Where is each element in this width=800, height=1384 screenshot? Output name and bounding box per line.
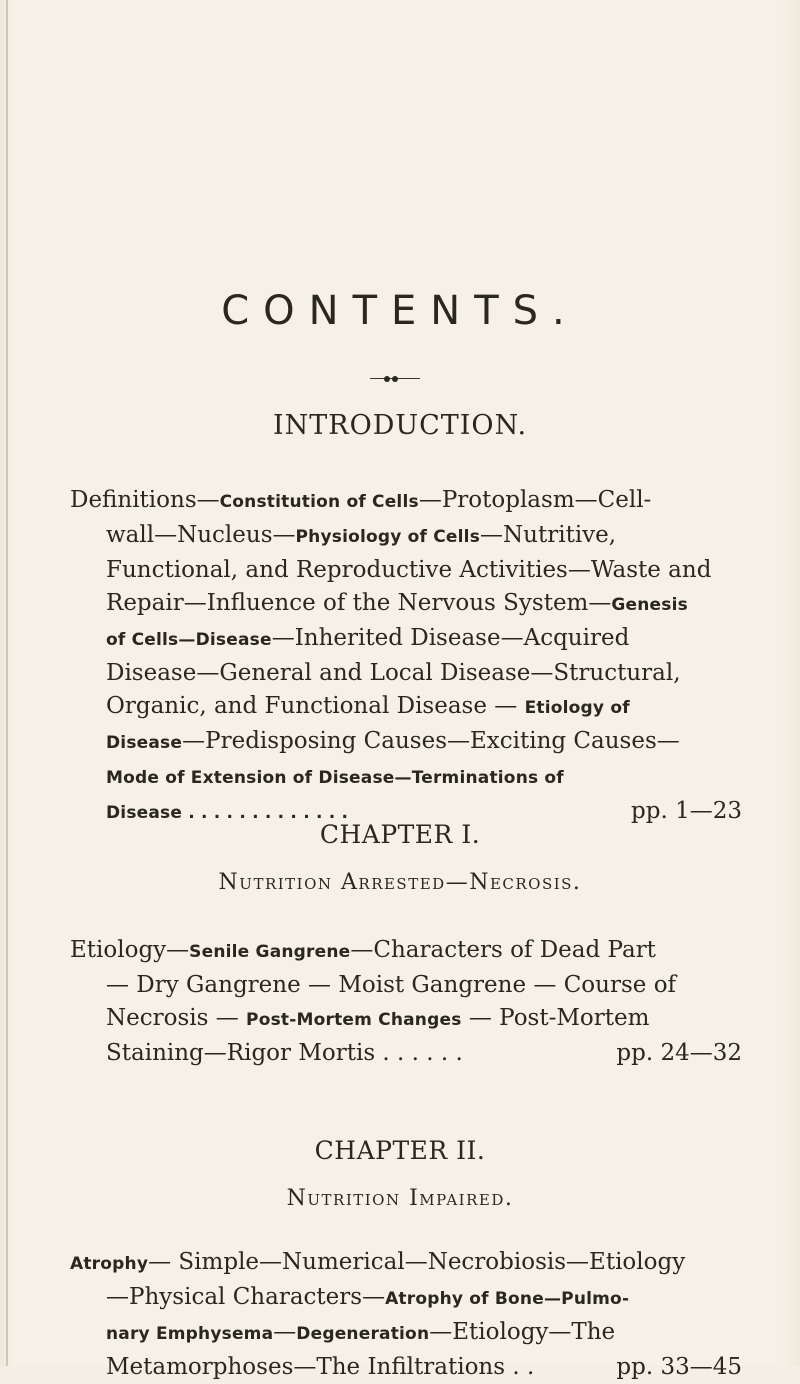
topic-text: Functional, and Reproductive Activities—Waste and	[106, 557, 712, 583]
topic-text: —Etiology—The	[429, 1319, 616, 1345]
chapter-1-subheading: Nutrition Arrested—Necrosis.	[218, 870, 582, 895]
topic-text: Metamorphoses—The Infiltrations . .	[106, 1354, 535, 1380]
bold-topic: Degeneration	[296, 1324, 430, 1344]
topic-text: Etiology—	[70, 937, 190, 963]
summary-line	[70, 1351, 742, 1384]
bold-topic: Mode of Extension of Disease—Terminations of	[106, 768, 564, 788]
chapter-1-summary	[70, 934, 742, 1070]
topic-text: Definitions—	[70, 487, 220, 513]
introduction-heading: INTRODUCTION.	[272, 410, 528, 441]
bold-topic: Physiology of Cells	[295, 527, 481, 547]
topic-text: Disease—General and Local Disease—Structural,	[106, 660, 681, 686]
summary-line	[70, 934, 742, 969]
topic-text: Organic, and Functional Disease —	[106, 693, 525, 719]
bold-topic: Disease	[106, 733, 183, 753]
chapter-2-heading: CHAPTER II.	[314, 1136, 486, 1165]
contents-title: CONTENTS.	[221, 288, 579, 334]
summary-line	[70, 587, 742, 622]
chapter-1-heading: CHAPTER I.	[319, 820, 481, 849]
bold-topic: nary Emphysema	[106, 1324, 274, 1344]
summary-line	[70, 1246, 742, 1281]
chapter-2-summary	[70, 1246, 742, 1384]
topic-text: —Nutritive,	[480, 522, 617, 548]
topic-text: —Characters of Dead Part	[350, 937, 656, 963]
page-range: pp. 1—23	[631, 798, 742, 824]
bold-topic: Atrophy of Bone—Pulmo-	[385, 1289, 630, 1309]
summary-line	[70, 1316, 742, 1351]
page-range: pp. 24—32	[616, 1040, 742, 1066]
topic-text: Staining—Rigor Mortis . . . . . .	[106, 1040, 463, 1066]
summary-line	[70, 622, 742, 657]
topic-text: —	[273, 1319, 297, 1345]
summary-line	[70, 484, 742, 519]
topic-text: — Simple—Numerical—Necrobiosis—Etiology	[148, 1249, 686, 1275]
summary-line	[70, 760, 742, 795]
topic-text: —Inherited Disease—Acquired	[271, 625, 630, 651]
page-range: pp. 33—45	[616, 1354, 742, 1380]
bold-topic: Constitution of Cells	[219, 492, 419, 512]
topic-text: Necrosis —	[106, 1005, 247, 1031]
topic-text: wall—Nucleus—	[106, 522, 296, 548]
summary-line	[70, 725, 742, 760]
topic-text: —Predisposing Causes—Exciting Causes—	[182, 728, 680, 754]
summary-line	[70, 554, 742, 587]
topic-text: —Protoplasm—Cell-	[418, 487, 652, 513]
summary-line	[70, 657, 742, 690]
ornament-divider	[370, 376, 420, 382]
summary-line	[70, 690, 742, 725]
summary-line	[70, 1037, 742, 1070]
summary-line	[70, 1002, 742, 1037]
summary-line	[70, 969, 742, 1002]
summary-line	[70, 519, 742, 554]
topic-text: Repair—Influence of the Nervous System—	[106, 590, 612, 616]
chapter-2-subheading: Nutrition Impaired.	[286, 1186, 514, 1211]
bold-topic: Atrophy	[70, 1254, 149, 1274]
bold-topic: Senile Gangrene	[189, 942, 351, 962]
topic-text: — Post-Mortem	[461, 1005, 650, 1031]
bold-topic: Disease . . . . . . . . . . . . .	[106, 803, 349, 823]
summary-line	[70, 1281, 742, 1316]
bold-topic: Post-Mortem Changes	[246, 1010, 462, 1030]
bold-topic: Etiology of	[524, 698, 630, 718]
bold-topic: Genesis	[611, 595, 688, 615]
topic-text: — Dry Gangrene — Moist Gangrene — Course of	[106, 972, 677, 998]
introduction-summary	[70, 484, 742, 830]
topic-text: —Physical Characters—	[106, 1284, 386, 1310]
bold-topic: of Cells—Disease	[106, 630, 272, 650]
